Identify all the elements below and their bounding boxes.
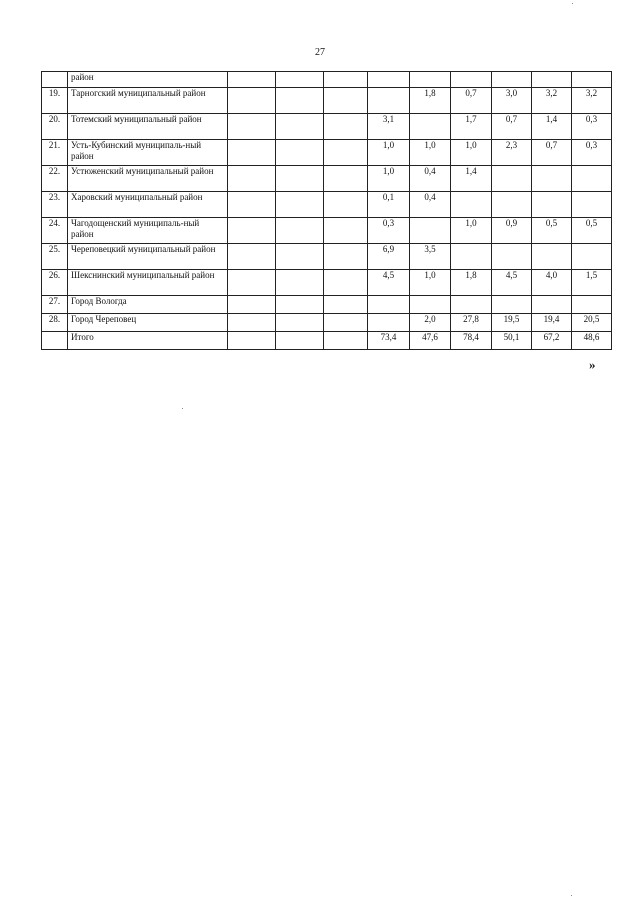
value-cell [324,114,368,140]
value-cell: 48,6 [572,332,612,350]
value-cell: 1,0 [410,140,451,166]
district-name-cell: Город Череповец [68,314,228,332]
value-cell: 1,0 [451,218,492,244]
table-row [42,270,612,296]
value-cell: 0,7 [492,114,532,140]
district-name-cell: Шекснинский муниципальный район [68,270,228,296]
value-cell: 0,5 [572,218,612,244]
value-cell [228,270,276,296]
value-cell [492,192,532,218]
value-cell: 0,3 [368,218,410,244]
value-cell: 0,4 [410,192,451,218]
value-cell: 0,1 [368,192,410,218]
district-name-cell: Город Вологда [68,296,228,314]
value-cell [276,314,324,332]
value-cell [276,88,324,114]
value-cell [532,166,572,192]
page-number: 27 [315,47,325,58]
value-cell [228,296,276,314]
value-cell: 1,4 [451,166,492,192]
row-number-cell: 26. [42,270,68,296]
row-number-cell: 25. [42,244,68,270]
table-row [42,192,612,218]
value-cell [410,218,451,244]
value-cell [451,192,492,218]
value-cell [532,296,572,314]
value-cell [324,296,368,314]
value-cell [324,332,368,350]
value-cell [324,88,368,114]
value-cell [228,332,276,350]
value-cell [324,192,368,218]
value-cell: 27,8 [451,314,492,332]
value-cell [228,314,276,332]
closing-quote-mark: » [589,357,596,372]
value-cell: 3,5 [410,244,451,270]
district-name-cell: Итого [68,332,228,350]
value-cell [276,72,324,88]
value-cell [276,192,324,218]
table-row [42,244,612,270]
value-cell: 19,5 [492,314,532,332]
value-cell [368,296,410,314]
value-cell [228,218,276,244]
table-row [42,296,612,314]
value-cell [368,314,410,332]
value-cell [368,72,410,88]
value-cell [324,244,368,270]
value-cell: 0,7 [451,88,492,114]
district-name-cell: Тотемский муниципальный район [68,114,228,140]
value-cell [492,296,532,314]
value-cell [324,314,368,332]
district-name-cell: Череповецкий муниципальный район [68,244,228,270]
value-cell: 3,1 [368,114,410,140]
value-cell [532,72,572,88]
value-cell: 50,1 [492,332,532,350]
value-cell [276,218,324,244]
row-number-cell: 21. [42,140,68,166]
value-cell: 3,0 [492,88,532,114]
value-cell [532,192,572,218]
value-cell: 0,4 [410,166,451,192]
district-name-cell: Устюженский муниципальный район [68,166,228,192]
value-cell: 4,5 [368,270,410,296]
value-cell [368,88,410,114]
value-cell [572,72,612,88]
value-cell [492,72,532,88]
value-cell: 3,2 [532,88,572,114]
value-cell [410,72,451,88]
scan-speck [571,895,572,896]
value-cell [276,244,324,270]
table-row [42,72,612,88]
value-cell [410,114,451,140]
value-cell: 4,5 [492,270,532,296]
value-cell: 4,0 [532,270,572,296]
district-name-cell: Харовский муниципальный район [68,192,228,218]
data-table [41,71,612,350]
value-cell: 78,4 [451,332,492,350]
value-cell: 2,0 [410,314,451,332]
value-cell [276,296,324,314]
value-cell: 1,5 [572,270,612,296]
value-cell: 2,3 [492,140,532,166]
value-cell: 1,0 [451,140,492,166]
value-cell [228,114,276,140]
table-row [42,314,612,332]
value-cell [532,244,572,270]
value-cell [492,166,532,192]
scan-speck [572,3,573,4]
value-cell: 1,0 [368,166,410,192]
value-cell [228,166,276,192]
table-row [42,88,612,114]
row-number-cell [42,72,68,88]
value-cell: 1,8 [410,88,451,114]
value-cell [451,296,492,314]
value-cell: 0,9 [492,218,532,244]
table-row [42,218,612,244]
value-cell [451,72,492,88]
value-cell [276,270,324,296]
value-cell: 67,2 [532,332,572,350]
value-cell [324,218,368,244]
value-cell [572,244,612,270]
value-cell [324,166,368,192]
value-cell: 73,4 [368,332,410,350]
value-cell [572,192,612,218]
table-row [42,114,612,140]
value-cell: 20,5 [572,314,612,332]
value-cell [228,72,276,88]
value-cell [228,140,276,166]
value-cell: 1,4 [532,114,572,140]
row-number-cell: 22. [42,166,68,192]
table-row [42,332,612,350]
value-cell: 0,3 [572,140,612,166]
value-cell [451,244,492,270]
value-cell: 1,8 [451,270,492,296]
table-row [42,166,612,192]
value-cell [410,296,451,314]
row-number-cell: 23. [42,192,68,218]
value-cell [324,270,368,296]
value-cell: 47,6 [410,332,451,350]
row-number-cell: 28. [42,314,68,332]
value-cell: 0,3 [572,114,612,140]
value-cell: 19,4 [532,314,572,332]
row-number-cell: 24. [42,218,68,244]
row-number-cell [42,332,68,350]
table-row [42,140,612,166]
value-cell: 1,7 [451,114,492,140]
district-name-cell: Тарногский муниципальный район [68,88,228,114]
value-cell [228,244,276,270]
district-name-cell: район [68,72,228,88]
value-cell [276,166,324,192]
value-cell: 1,0 [368,140,410,166]
value-cell [276,140,324,166]
value-cell [572,296,612,314]
value-cell [324,72,368,88]
value-cell [492,244,532,270]
row-number-cell: 27. [42,296,68,314]
value-cell: 0,7 [532,140,572,166]
scan-speck [182,408,183,409]
row-number-cell: 19. [42,88,68,114]
value-cell [228,192,276,218]
district-name-cell: Чагодощенский муниципаль-ный район [68,218,228,244]
value-cell [572,166,612,192]
value-cell [276,114,324,140]
value-cell: 1,0 [410,270,451,296]
value-cell: 3,2 [572,88,612,114]
value-cell [228,88,276,114]
value-cell [324,140,368,166]
district-name-cell: Усть-Кубинский муниципаль-ный район [68,140,228,166]
value-cell [276,332,324,350]
value-cell: 0,5 [532,218,572,244]
value-cell: 6,9 [368,244,410,270]
row-number-cell: 20. [42,114,68,140]
